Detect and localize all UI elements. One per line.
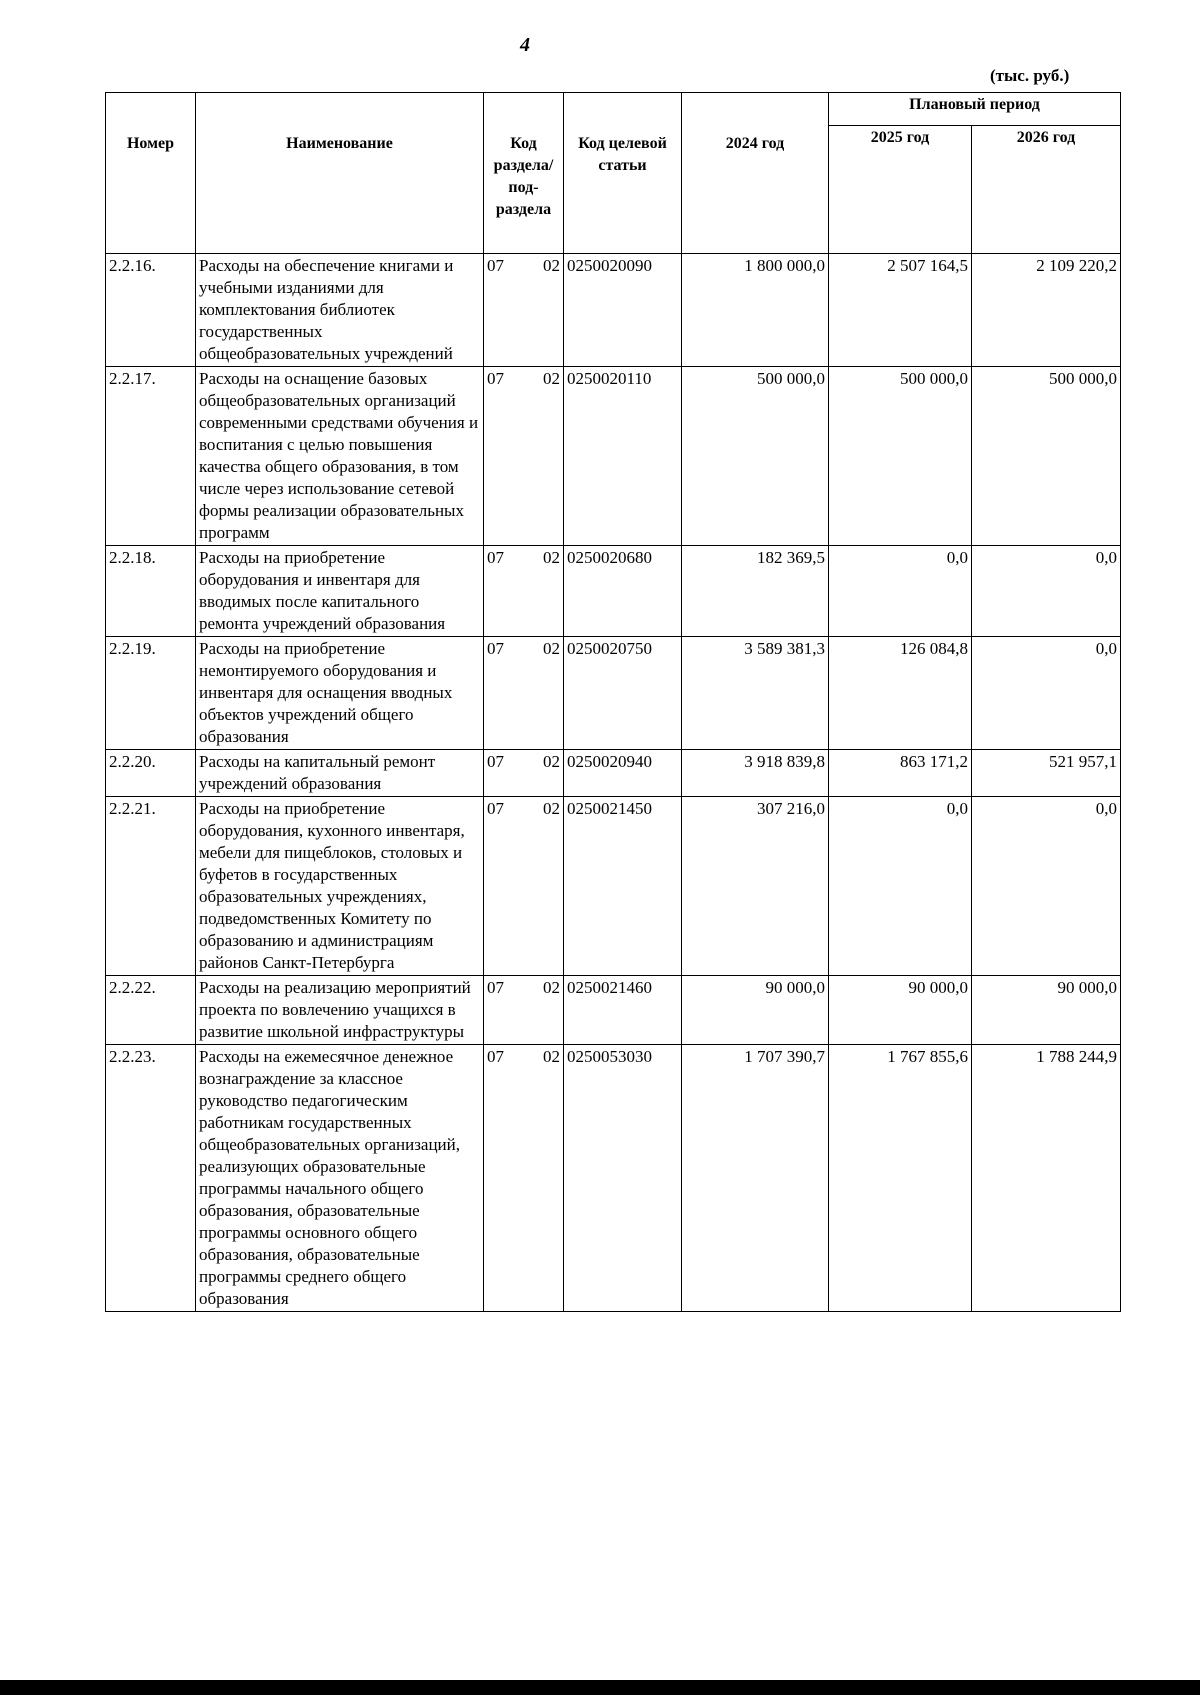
header-name: Наименование: [196, 93, 484, 254]
row-amount-2025: 1 767 855,6: [829, 1045, 972, 1312]
subsection-code: 02: [543, 978, 560, 997]
row-name: Расходы на обеспечение книгами и учебными изданиями для комплектования библиотек государственных общеобразовательных учреждений: [196, 254, 484, 367]
row-amount-2026: 0,0: [972, 546, 1121, 637]
row-section-code: [484, 750, 564, 797]
subsection-code: 02: [543, 369, 560, 388]
row-number: 2.2.17.: [106, 367, 196, 546]
row-target-code: 0250020110: [564, 367, 682, 546]
subsection-code: 02: [543, 639, 560, 658]
page-number: 4: [520, 34, 530, 56]
header-number: Номер: [106, 93, 196, 254]
row-amount-2024: 182 369,5: [682, 546, 829, 637]
row-amount-2024: 90 000,0: [682, 976, 829, 1045]
table-row: [106, 367, 1121, 546]
subsection-code: 02: [543, 1047, 560, 1066]
row-amount-2025: 500 000,0: [829, 367, 972, 546]
header-2025: 2025 год: [829, 126, 972, 254]
row-section-code: [484, 367, 564, 546]
row-name: Расходы на капитальный ремонт учреждений образования: [196, 750, 484, 797]
row-section-code: [484, 637, 564, 750]
row-amount-2025: 126 084,8: [829, 637, 972, 750]
row-section-code: [484, 976, 564, 1045]
subsection-code: 02: [543, 752, 560, 771]
row-amount-2025: 0,0: [829, 797, 972, 976]
row-number: 2.2.20.: [106, 750, 196, 797]
row-target-code: 0250021460: [564, 976, 682, 1045]
row-target-code: 0250020090: [564, 254, 682, 367]
row-name: Расходы на реализацию мероприятий проекта по вовлечению учащихся в развитие школьной инфраструктуры: [196, 976, 484, 1045]
row-amount-2024: 1 800 000,0: [682, 254, 829, 367]
subsection-code: 02: [543, 548, 560, 567]
row-target-code: 0250053030: [564, 1045, 682, 1312]
row-target-code: 0250021450: [564, 797, 682, 976]
row-amount-2024: 307 216,0: [682, 797, 829, 976]
table-row: [106, 637, 1121, 750]
row-amount-2025: 90 000,0: [829, 976, 972, 1045]
budget-table: [105, 92, 1121, 1312]
row-amount-2026: 1 788 244,9: [972, 1045, 1121, 1312]
row-amount-2025: 863 171,2: [829, 750, 972, 797]
row-number: 2.2.23.: [106, 1045, 196, 1312]
section-code: 07: [487, 548, 504, 567]
table-body: [106, 254, 1121, 1312]
row-number: 2.2.22.: [106, 976, 196, 1045]
section-code: 07: [487, 752, 504, 771]
row-target-code: 0250020750: [564, 637, 682, 750]
header-2024: 2024 год: [682, 93, 829, 254]
header-target-code: Код целевой статьи: [564, 93, 682, 254]
row-name: Расходы на ежемесячное денежное вознаграждение за классное руководство педагогическим работникам государственных общеобразовательных организаций, реализующих образовательные программы начального общего образования, образовательные программы основного общего образования, образовательные программы среднего общего образования: [196, 1045, 484, 1312]
row-section-code: [484, 797, 564, 976]
row-name: Расходы на приобретение немонтируемого оборудования и инвентаря для оснащения вводных объектов учреждений общего образования: [196, 637, 484, 750]
header-planned-period: Плановый период: [829, 93, 1121, 126]
row-section-code: [484, 546, 564, 637]
subsection-code: 02: [543, 799, 560, 818]
row-amount-2026: 0,0: [972, 797, 1121, 976]
row-section-code: [484, 1045, 564, 1312]
row-number: 2.2.18.: [106, 546, 196, 637]
table-row: [106, 1045, 1121, 1312]
row-amount-2026: 0,0: [972, 637, 1121, 750]
row-target-code: 0250020680: [564, 546, 682, 637]
row-number: 2.2.19.: [106, 637, 196, 750]
row-amount-2024: 1 707 390,7: [682, 1045, 829, 1312]
row-name: Расходы на приобретение оборудования и инвентаря для вводимых после капитального ремонта учреждений образования: [196, 546, 484, 637]
row-number: 2.2.16.: [106, 254, 196, 367]
table-row: [106, 797, 1121, 976]
units-label: (тыс. руб.): [990, 66, 1070, 85]
row-amount-2026: 500 000,0: [972, 367, 1121, 546]
row-section-code: [484, 254, 564, 367]
row-target-code: 0250020940: [564, 750, 682, 797]
row-amount-2026: 90 000,0: [972, 976, 1121, 1045]
section-code: 07: [487, 256, 504, 275]
row-name: Расходы на оснащение базовых общеобразовательных организаций современными средствами обучения и воспитания с целью повышения качества общего образования, в том числе через использование сетевой формы реализации образовательных программ: [196, 367, 484, 546]
row-amount-2024: 3 918 839,8: [682, 750, 829, 797]
header-section-code: Код раздела/ под- раздела: [484, 93, 564, 254]
table-row: [106, 750, 1121, 797]
subsection-code: 02: [543, 256, 560, 275]
table-row: [106, 976, 1121, 1045]
row-name: Расходы на приобретение оборудования, кухонного инвентаря, мебели для пищеблоков, столовых и буфетов в государственных образовательных учреждениях, подведомственных Комитету по образованию и администрациям районов Санкт-Петербурга: [196, 797, 484, 976]
row-amount-2024: 500 000,0: [682, 367, 829, 546]
section-code: 07: [487, 369, 504, 388]
section-code: 07: [487, 1047, 504, 1066]
row-number: 2.2.21.: [106, 797, 196, 976]
row-amount-2025: 2 507 164,5: [829, 254, 972, 367]
section-code: 07: [487, 978, 504, 997]
table-row: [106, 546, 1121, 637]
table-row: [106, 254, 1121, 367]
row-amount-2026: 2 109 220,2: [972, 254, 1121, 367]
row-amount-2024: 3 589 381,3: [682, 637, 829, 750]
row-amount-2025: 0,0: [829, 546, 972, 637]
scan-border: [0, 1680, 1200, 1695]
section-code: 07: [487, 639, 504, 658]
section-code: 07: [487, 799, 504, 818]
header-2026: 2026 год: [972, 126, 1121, 254]
row-amount-2026: 521 957,1: [972, 750, 1121, 797]
